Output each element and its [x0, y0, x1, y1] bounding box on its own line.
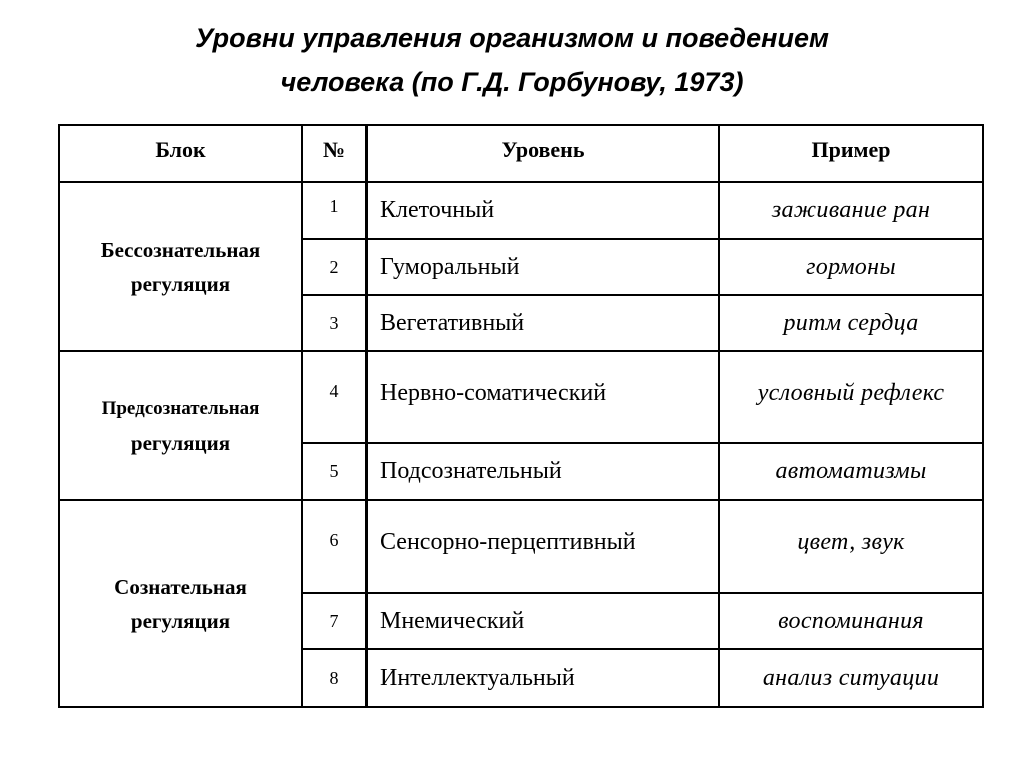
- row-level: Гуморальный: [380, 253, 520, 280]
- block-label-line2: регуляция: [130, 430, 231, 455]
- row-number: 3: [329, 312, 339, 333]
- block-label-line2: регуляция: [130, 608, 231, 633]
- row-example: воспоминания: [778, 607, 924, 634]
- row-number: 5: [329, 461, 339, 481]
- levels-table: [58, 124, 984, 708]
- row-level: Нервно-соматический: [380, 379, 607, 406]
- row-example: гормоны: [806, 253, 896, 280]
- block-unconscious: [60, 183, 301, 350]
- row-example: условный рефлекс: [757, 379, 945, 406]
- row-number: 2: [329, 256, 339, 277]
- row-number: 6: [329, 530, 339, 550]
- row-number: 7: [329, 610, 339, 631]
- title-line-1: Уровни управления организмом и поведением: [195, 23, 829, 53]
- row-example: автоматизмы: [775, 458, 927, 484]
- block-label-line1: Предсознательная: [101, 397, 260, 419]
- title-line-2: человека (по Г.Д. Горбунову, 1973): [280, 67, 744, 97]
- row-number: 1: [329, 196, 339, 216]
- header-example: Пример: [811, 136, 891, 162]
- block-label-line1: Сознательная: [114, 574, 247, 599]
- header-level: Уровень: [501, 136, 585, 162]
- row-level: Интеллектуальный: [380, 664, 575, 691]
- row-number: 4: [329, 380, 339, 401]
- row-example: анализ ситуации: [762, 664, 940, 691]
- row-level: Подсознательный: [380, 458, 562, 484]
- header-block: Блок: [155, 136, 206, 162]
- row-level: Сенсорно-перцептивный: [380, 529, 636, 555]
- header-num: №: [322, 136, 346, 162]
- row-level: Клеточный: [380, 197, 495, 223]
- row-level: Вегетативный: [380, 309, 525, 336]
- row-number: 8: [329, 667, 339, 688]
- row-level: Мнемический: [380, 607, 525, 634]
- row-example: цвет, звук: [797, 529, 905, 555]
- block-label-line1: Бессознательная: [100, 237, 261, 262]
- page-title: [0, 16, 1024, 104]
- block-preconscious: [60, 352, 301, 499]
- block-conscious: [60, 501, 301, 706]
- block-label-line2: регуляция: [130, 271, 231, 296]
- row-example: ритм сердца: [783, 309, 919, 336]
- row-example: заживание ран: [771, 197, 931, 223]
